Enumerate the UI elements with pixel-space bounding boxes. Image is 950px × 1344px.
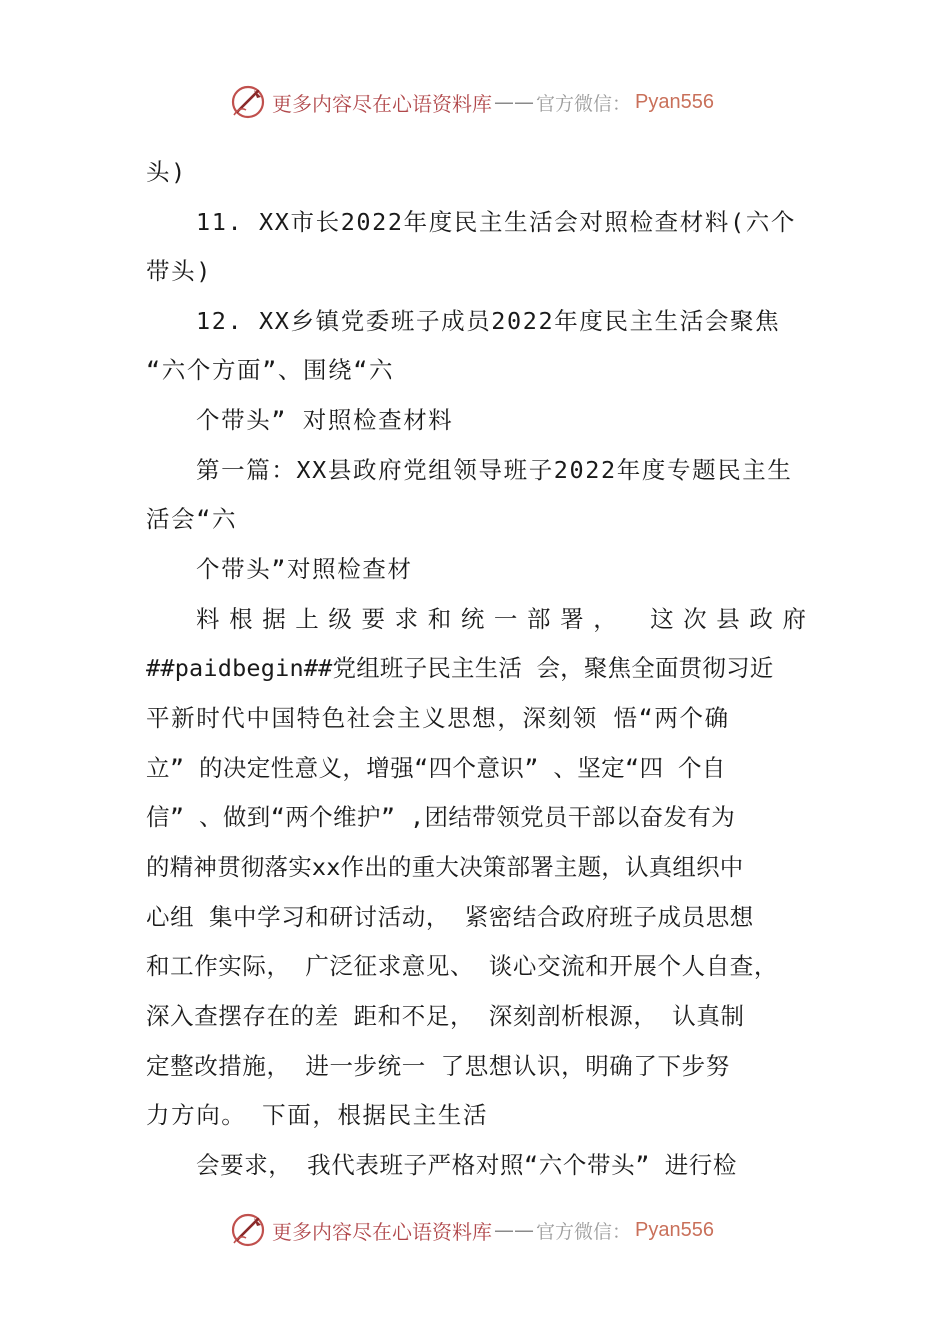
text-line: “六个方面”、围绕“六 (146, 356, 395, 384)
text-line: 个带头”对照检查材 (196, 555, 413, 583)
text-line: 力方向。 下面，根据民主生活 (146, 1101, 489, 1129)
text-line: ##paidbegin##党组班子民主生活 会，聚焦全面贯彻习近 (146, 654, 774, 682)
wechat-label: 官方微信： (536, 92, 632, 115)
pen-logo-icon (228, 1210, 268, 1250)
wechat-id: Pyan556 (635, 1218, 714, 1241)
text-line: 深入查摆存在的差 距和不足， 深刻剖析根源， 认真制 (146, 1002, 745, 1030)
brand-text: 更多内容尽在心语资料库 (272, 1219, 492, 1244)
text-line: 信” 、做到“两个维护” ,团结带领党员干部以奋发有为 (146, 803, 736, 831)
text-line: 心组 集中学习和研讨活动， 紧密结合政府班子成员思想 (146, 903, 754, 931)
header-banner (228, 80, 748, 124)
brand-text: 更多内容尽在心语资料库 (272, 91, 492, 116)
banner-separator: —— (494, 90, 534, 114)
wechat-label: 官方微信： (536, 1220, 632, 1243)
text-line: 定整改措施， 进一步统一 了思想认识，明确了下步努 (146, 1052, 730, 1080)
text-line: 第一篇：XX县政府党组领导班子2022年度专题民主生 (196, 456, 793, 484)
text-line: 12. XX乡镇党委班子成员2022年度民主生活会聚焦 (196, 307, 781, 335)
footer-banner (228, 1208, 748, 1252)
text-line: 活会“六 (146, 505, 238, 533)
text-line: 头) (146, 158, 187, 186)
pen-logo-icon (228, 82, 268, 122)
wechat-id: Pyan556 (635, 90, 714, 113)
text-line: 带头) (146, 257, 212, 285)
text-line: 平新时代中国特色社会主义思想，深刻领 悟“两个确 (146, 704, 730, 732)
banner-separator: —— (494, 1218, 534, 1242)
text-line: 料根据上级要求和统一部署， 这次县政府 (196, 605, 806, 633)
text-line: 个带头” 对照检查材料 (196, 406, 454, 434)
text-line: 11. XX市长2022年度民主生活会对照检查材料(六个 (196, 208, 796, 236)
text-line: 和工作实际， 广泛征求意见、 谈心交流和开展个人自查， (146, 952, 778, 980)
text-line: 会要求， 我代表班子严格对照“六个带头” 进行检 (196, 1151, 737, 1179)
text-line: 立” 的决定性意义，增强“四个意识” 、坚定“四 个自 (146, 754, 726, 782)
text-line: 的精神贯彻落实xx作出的重大决策部署主题，认真组织中 (146, 853, 744, 881)
